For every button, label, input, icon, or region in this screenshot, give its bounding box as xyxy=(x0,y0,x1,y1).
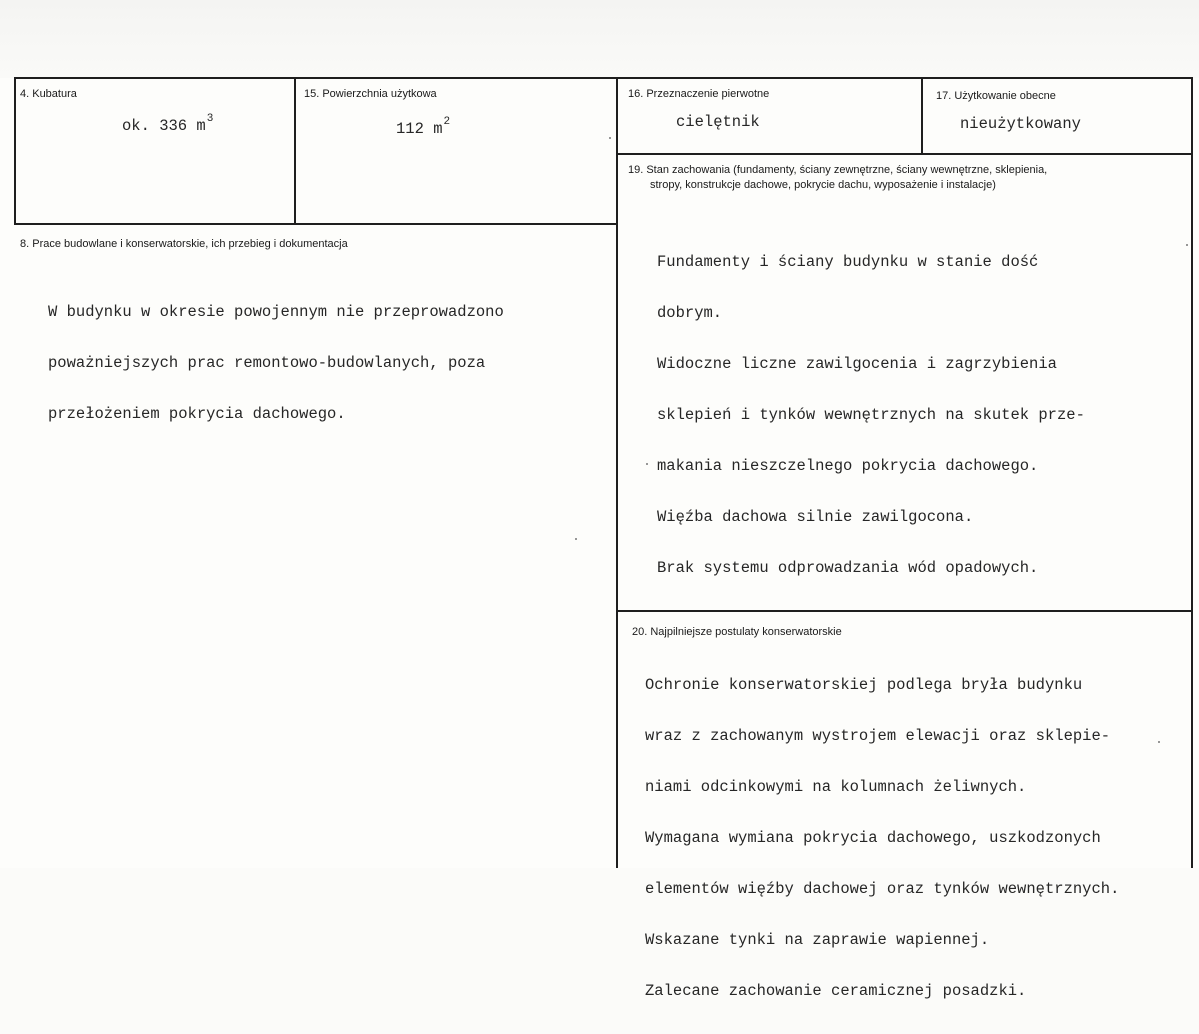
postulaty-line: Wskazane tynki na zaprawie wapiennej. xyxy=(645,931,990,949)
stan-line: makania nieszczelnego pokrycia dachowego. xyxy=(657,457,1039,475)
prace-label: 8. Prace budowlane i konserwatorskie, ich przebieg i dokumentacja xyxy=(20,238,348,250)
kubatura-value xyxy=(122,113,214,137)
scan-speck xyxy=(575,538,577,540)
postulaty-line: Wymagana wymiana pokrycia dachowego, uszkodzonych xyxy=(645,829,1101,847)
stan-label-line-2: stropy, konstrukcje dachowe, pokrycie dachu, wyposażenie i instalacje) xyxy=(650,179,996,191)
rule-center xyxy=(616,77,618,868)
powierzchnia-label: 15. Powierzchnia użytkowa xyxy=(304,88,437,100)
stan-line: Fundamenty i ściany budynku w stanie dość xyxy=(657,253,1039,271)
postulaty-line: niami odcinkowymi na kolumnach żeliwnych. xyxy=(645,778,1027,796)
uzytkowanie-value: nieużytkowany xyxy=(960,115,1081,133)
kubatura-number: ok. 336 m xyxy=(122,117,206,135)
uzytkowanie-label: 17. Użytkowanie obecne xyxy=(936,90,1056,102)
powierzchnia-number: 112 m xyxy=(396,120,443,138)
postulaty-line: Ochronie konserwatorskiej podlega bryła budynku xyxy=(645,676,1083,694)
scan-speck xyxy=(1158,741,1160,743)
postulaty-line: Zalecane zachowanie ceramicznej posadzki. xyxy=(645,982,1027,1000)
rule-mid-right xyxy=(618,153,1192,155)
scan-speck xyxy=(1186,244,1188,246)
stan-line: Więźba dachowa silnie zawilgocona. xyxy=(657,508,974,526)
scan-speck xyxy=(646,463,648,465)
prace-line: przełożeniem pokrycia dachowego. xyxy=(48,405,346,423)
rule-col-1 xyxy=(294,77,296,225)
powierzchnia-value xyxy=(396,116,451,140)
scan-speck xyxy=(609,137,611,139)
kubatura-label: 4. Kubatura xyxy=(20,88,77,100)
stan-line: Widoczne liczne zawilgocenia i zagrzybienia xyxy=(657,355,1057,373)
rule-right-edge xyxy=(1191,77,1193,868)
stan-label-line-1: 19. Stan zachowania (fundamenty, ściany zewnętrzne, ściany wewnętrzne, sklepienia, xyxy=(628,164,1048,176)
stan-line: Brak systemu odprowadzania wód opadowych. xyxy=(657,559,1039,577)
card-top-margin xyxy=(0,0,1199,78)
stan-line: sklepień i tynków wewnętrznych na skutek prze- xyxy=(657,406,1085,424)
rule-top xyxy=(14,77,1192,79)
rule-left-edge xyxy=(14,77,16,225)
postulaty-line: wraz z zachowanym wystrojem elewacji oraz sklepie- xyxy=(645,727,1111,745)
postulaty-line: elementów więźby dachowej oraz tynków wewnętrznych. xyxy=(645,880,1120,898)
powierzchnia-superscript: 2 xyxy=(443,116,451,128)
prace-line: poważniejszych prac remontowo-budowlanych, poza xyxy=(48,354,486,372)
stan-text xyxy=(657,220,1085,611)
przeznaczenie-label: 16. Przeznaczenie pierwotne xyxy=(628,88,770,100)
postulaty-label: 20. Najpilniejsze postulaty konserwatorskie xyxy=(632,626,842,638)
rule-col-3 xyxy=(921,77,923,154)
postulaty-text xyxy=(645,643,1119,1034)
prace-text xyxy=(48,270,504,457)
prace-line: W budynku w okresie powojennym nie przeprowadzono xyxy=(48,303,504,321)
stan-line: dobrym. xyxy=(657,304,723,322)
kubatura-superscript: 3 xyxy=(206,113,214,125)
przeznaczenie-value: cielętnik xyxy=(676,113,760,131)
rule-mid-left xyxy=(14,223,618,225)
